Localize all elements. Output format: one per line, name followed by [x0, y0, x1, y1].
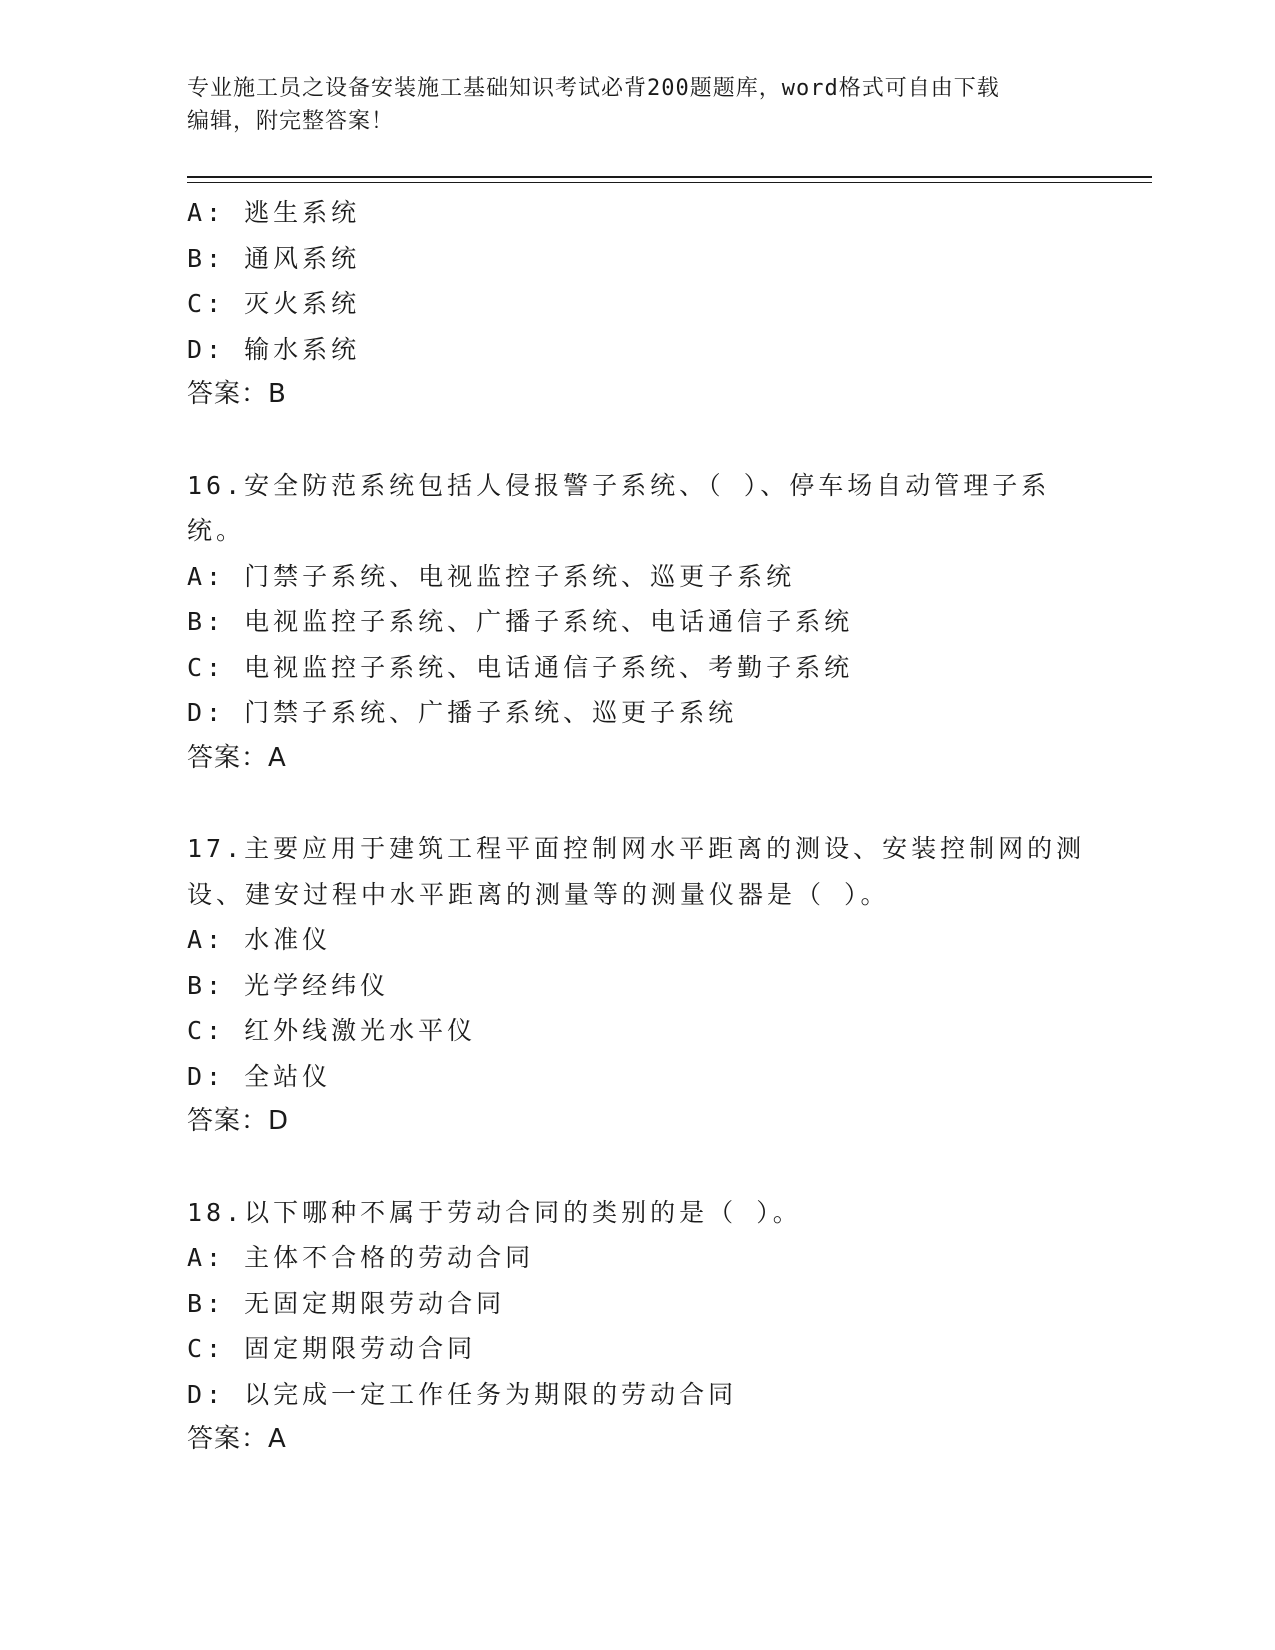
option-a: A: 主体不合格的劳动合同 — [187, 1243, 535, 1272]
answer-line: 答案：B — [187, 379, 287, 409]
option-c: C: 灭火系统 — [187, 289, 361, 318]
option-d: D: 输水系统 — [187, 334, 361, 364]
document-body — [187, 190, 1087, 1463]
header-title-line-1: 专业施工员之设备安装施工基础知识考试必背200题题库，word格式可自由下载 — [187, 76, 1000, 101]
option-b: B: 无固定期限劳动合同 — [187, 1288, 506, 1318]
question-15-continued — [187, 190, 1087, 418]
spacer — [187, 781, 1087, 826]
header-divider-thick — [187, 176, 1152, 178]
option-a: A: 门禁子系统、电视监控子系统、巡更子系统 — [187, 561, 796, 591]
question-stem-line-2: 设、建安过程中水平距离的测量等的测量仪器是（ ）。 — [187, 879, 890, 909]
answer-line: 答案：A — [187, 742, 287, 773]
question-stem-line-2: 统。 — [187, 516, 246, 545]
question-stem-line-1: 16.安全防范系统包括人侵报警子系统、（ ）、停车场自动管理子系 — [187, 470, 1051, 500]
option-c: C: 红外线激光水平仪 — [187, 1016, 477, 1045]
option-a: A: 逃生系统 — [187, 198, 361, 227]
header-divider-thin — [187, 182, 1152, 183]
answer-line: 答案：D — [187, 1106, 290, 1136]
question-16 — [187, 463, 1087, 782]
option-d: D: 以完成一定工作任务为期限的劳动合同 — [187, 1379, 738, 1409]
spacer — [187, 1145, 1087, 1190]
option-b: B: 通风系统 — [187, 243, 361, 273]
option-d: D: 门禁子系统、广播子系统、巡更子系统 — [187, 698, 738, 727]
option-b: B: 电视监控子系统、广播子系统、电话通信子系统 — [187, 607, 854, 636]
header-title-line-2: 编辑，附完整答案！ — [187, 109, 395, 134]
document-header — [187, 72, 1067, 138]
question-stem-line-1: 17.主要应用于建筑工程平面控制网水平距离的测设、安装控制网的测 — [187, 834, 1086, 863]
spacer — [187, 418, 1087, 463]
question-stem-line-1: 18.以下哪种不属于劳动合同的类别的是（ ）。 — [187, 1197, 802, 1227]
option-c: C: 固定期限劳动合同 — [187, 1334, 477, 1363]
option-b: B: 光学经纬仪 — [187, 970, 390, 1000]
question-17 — [187, 826, 1087, 1145]
option-d: D: 全站仪 — [187, 1061, 332, 1091]
question-18 — [187, 1190, 1087, 1463]
answer-line: 答案：A — [187, 1424, 287, 1454]
option-c: C: 电视监控子系统、电话通信子系统、考勤子系统 — [187, 652, 854, 682]
option-a: A: 水准仪 — [187, 925, 332, 954]
